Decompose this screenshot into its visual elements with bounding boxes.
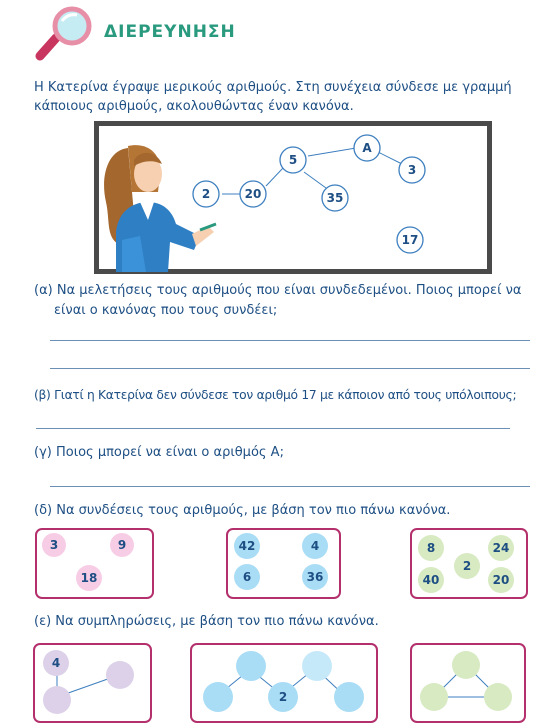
number-dot[interactable]: 6 — [234, 564, 260, 590]
number-dot[interactable]: 2 — [268, 682, 298, 712]
question-e: (ε) Να συμπληρώσεις, με βάση τον πιο πάνω κανόνα. — [34, 614, 379, 629]
number-dot[interactable]: 2 — [454, 553, 480, 579]
question-b: (β) Γιατί η Κατερίνα δεν σύνδεσε τον αριθμό 17 με κάποιον από τους υπόλοιπους; — [34, 388, 517, 402]
answer-line[interactable] — [50, 368, 530, 369]
number-network — [190, 132, 430, 260]
number-dot[interactable]: 3 — [42, 533, 66, 557]
empty-dot[interactable] — [452, 651, 480, 679]
teacher-illustration — [88, 140, 218, 272]
number-dot[interactable]: 36 — [302, 564, 328, 590]
number-dot[interactable]: 18 — [76, 565, 102, 591]
board-number: 3 — [407, 163, 417, 177]
page-title: ΔΙΕΡΕΥΝΗΣΗ — [104, 22, 236, 42]
empty-dot[interactable] — [484, 683, 512, 711]
empty-dot[interactable] — [302, 651, 332, 681]
board-number: 17 — [401, 233, 419, 247]
number-dot[interactable]: 24 — [488, 535, 514, 561]
question-c: (γ) Ποιος μπορεί να είναι ο αριθμός Α; — [34, 445, 284, 460]
answer-line[interactable] — [36, 428, 510, 429]
number-dot[interactable]: 9 — [110, 533, 134, 557]
board-number: A — [362, 141, 372, 155]
board-number: 20 — [244, 187, 262, 201]
board-number: 5 — [288, 153, 298, 167]
number-dot[interactable]: 8 — [418, 535, 444, 561]
empty-dot[interactable] — [236, 651, 266, 681]
empty-dot[interactable] — [203, 682, 233, 712]
intro-line-1: Η Κατερίνα έγραψε μερικούς αριθμούς. Στη συνέχεια σύνδεσε με γραμμή — [34, 80, 512, 95]
intro-line-2: κάποιους αριθμούς, ακολουθώντας έναν κανόνα. — [34, 99, 354, 114]
number-dot[interactable]: 42 — [234, 533, 260, 559]
magnifier-icon — [30, 6, 100, 64]
empty-dot[interactable] — [334, 682, 364, 712]
question-d: (δ) Να συνδέσεις τους αριθμούς, με βάση τον πιο πάνω κανόνα. — [34, 503, 451, 518]
answer-line[interactable] — [50, 340, 530, 341]
answer-line[interactable] — [50, 486, 530, 487]
number-dot[interactable]: 20 — [488, 567, 514, 593]
board-number: 35 — [326, 191, 344, 205]
empty-dot[interactable] — [420, 683, 448, 711]
number-dot[interactable]: 40 — [418, 567, 444, 593]
question-a-line-2: είναι ο κανόνας που τους συνδέει; — [54, 303, 278, 318]
board-number: 2 — [201, 187, 211, 201]
empty-dot[interactable] — [106, 661, 134, 689]
question-a-line-1: (α) Να μελετήσεις τους αριθμούς που είναι συνδεδεμένοι. Ποιος μπορεί να — [34, 283, 522, 298]
number-dot[interactable]: 4 — [43, 650, 69, 676]
number-dot[interactable]: 4 — [302, 533, 328, 559]
empty-dot[interactable] — [43, 686, 71, 714]
